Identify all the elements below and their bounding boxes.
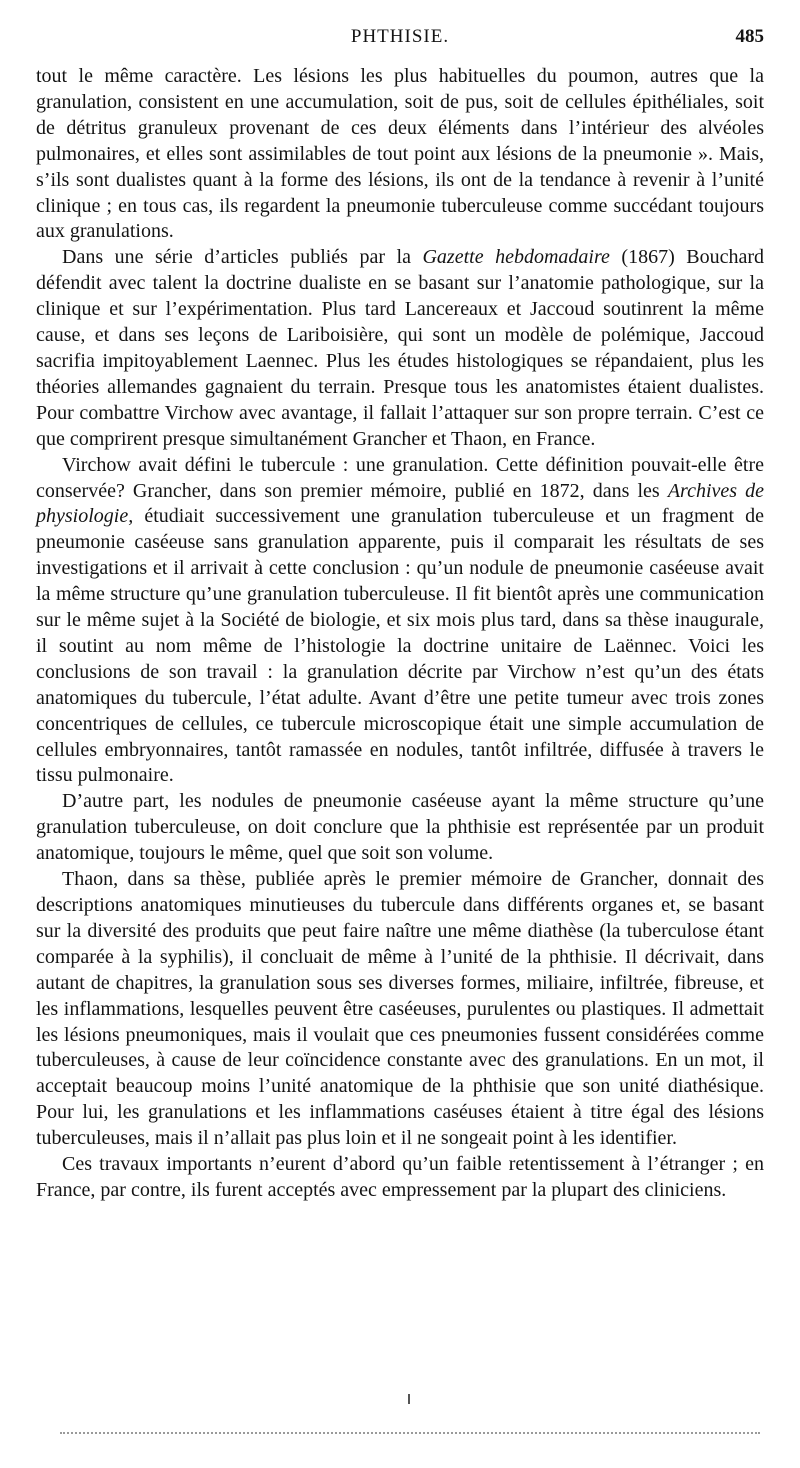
- paragraph-4: [36, 789, 764, 867]
- print-mark: [408, 1394, 410, 1404]
- faint-footer-rule: [60, 1432, 760, 1434]
- paragraph-2-text-before: Dans une série d’articles publiés par la: [62, 246, 423, 269]
- paragraph-5: [36, 867, 764, 1152]
- paragraph-6: [36, 1152, 764, 1204]
- body-text: [36, 64, 764, 1204]
- page-number: 485: [735, 26, 764, 47]
- paragraph-5-text: Thaon, dans sa thèse, publiée après le premier mémoire de Grancher, donnait des descriptions anatomiques minutieuses du tubercule dans différents organes et, se basant sur la diversité des produits que peut faire naître une même diathèse (la tuberculose étant comparée à la syphilis), il concluait de même à l’unité de la phthisie. Il décrivait, dans autant de chapitres, la granulation sous ses diverses formes, miliaire, infiltrée, fibreuse, et les inflammations, lesquelles peuvent être caséeuses, purulentes ou plastiques. Il admettait les lésions pneumoniques, mais il voulait que ces pneumonies fussent considérées comme tuberculeuses, à cause de leur coïncidence constante avec des granulations. En un mot, il acceptait beaucoup moins l’unité anatomique de la phthisie que son unité diathésique. Pour lui, les granulations et les inflammations caséuses étaient à titre égal des lésions tuberculeuses, mais il n’allait pas plus loin et il ne songeait point à les identifier.: [36, 868, 764, 1150]
- paragraph-3-text-before: Virchow avait défini le tubercule : une granulation. Cette définition pouvait-elle être conservée? Grancher, dans son premier mémoire, publié en 1872, dans les: [36, 453, 764, 502]
- paragraph-1: [36, 64, 764, 245]
- paragraph-2: [36, 245, 764, 452]
- paragraph-4-text: D’autre part, les nodules de pneumonie caséeuse ayant la même structure qu’une granulation tuberculeuse, on doit conclure que la phthisie est représentée par un produit anatomique, toujours le même, quel que soit son volume.: [36, 790, 764, 865]
- page-header: [36, 26, 764, 56]
- paragraph-6-text: Ces travaux importants n’eurent d’abord qu’un faible retentissement à l’étranger ; en France, par contre, ils furent acceptés avec empressement par la plupart des cliniciens.: [36, 1153, 764, 1201]
- journal-title-archives: Archives de physiologie,: [36, 479, 765, 528]
- running-title: PHTHISIE.: [350, 26, 450, 47]
- paragraph-1-text: tout le même caractère. Les lésions les plus habituelles du poumon, autres que la granulation, consistent en une accumulation, soit de pus, soit de cellules épithéliales, soit de détritus granuleux provenant de ces deux éléments dans l’intérieur des alvéoles pulmonaires, et elles sont assimilables de tout point aux lésions de la pneumonie ». Mais, s’ils sont dualistes quant à la forme des lésions, ils ont de la tendance à revenir à l’unité clinique ; en tous cas, ils regardent la pneumonie tuberculeuse comme succédant toujours aux granulations.: [36, 65, 764, 243]
- paragraph-2-text-after: (1867) Bouchard défendit avec talent la doctrine dualiste en se basant sur l’anatomie pathologique, sur la clinique et sur l’expérimentation. Plus tard Lancereaux et Jaccoud soutinrent la même cause, et dans ses leçons de Lariboisière, qui sont un modèle de polémique, Jaccoud sacrifia impitoyablement Laennec. Plus les études histologiques se répandaient, plus les théories allemandes gagnaient du terrain. Presque tous les anatomistes étaient dualistes. Pour combattre Virchow avec avantage, il fallait l’attaquer sur son propre terrain. C’est ce que comprirent presque simultanément Grancher et Thaon, en France.: [36, 246, 764, 450]
- journal-title-gazette: Gazette hebdomadaire: [422, 246, 610, 269]
- paragraph-3: [36, 453, 764, 790]
- paragraph-3-text-after: étudiait successivement une granulation tuberculeuse et un fragment de pneumonie caséeuse sans granulation apparente, puis il comparait les résultats de ses investigations et il arrivait à cette conclusion : qu’un nodule de pneumonie caséeuse avait la même structure qu’une granulation tuberculeuse. Il fit bientôt après une communication sur le même sujet à la Société de biologie, et six mois plus tard, dans sa thèse inaugurale, il soutint au nom même de l’histologie la doctrine unitaire de Laënnec. Voici les conclusions de son travail : la granulation décrite par Virchow n’est qu’un des états anatomiques du tubercule, l’état adulte. Avant d’être une petite tumeur avec trois zones concentriques de cellules, ce tubercule microscopique était une simple accumulation de cellules embryonnaires, tantôt ramassée en nodules, tantôt infiltrée, diffusée à travers le tissu pulmonaire.: [36, 505, 764, 787]
